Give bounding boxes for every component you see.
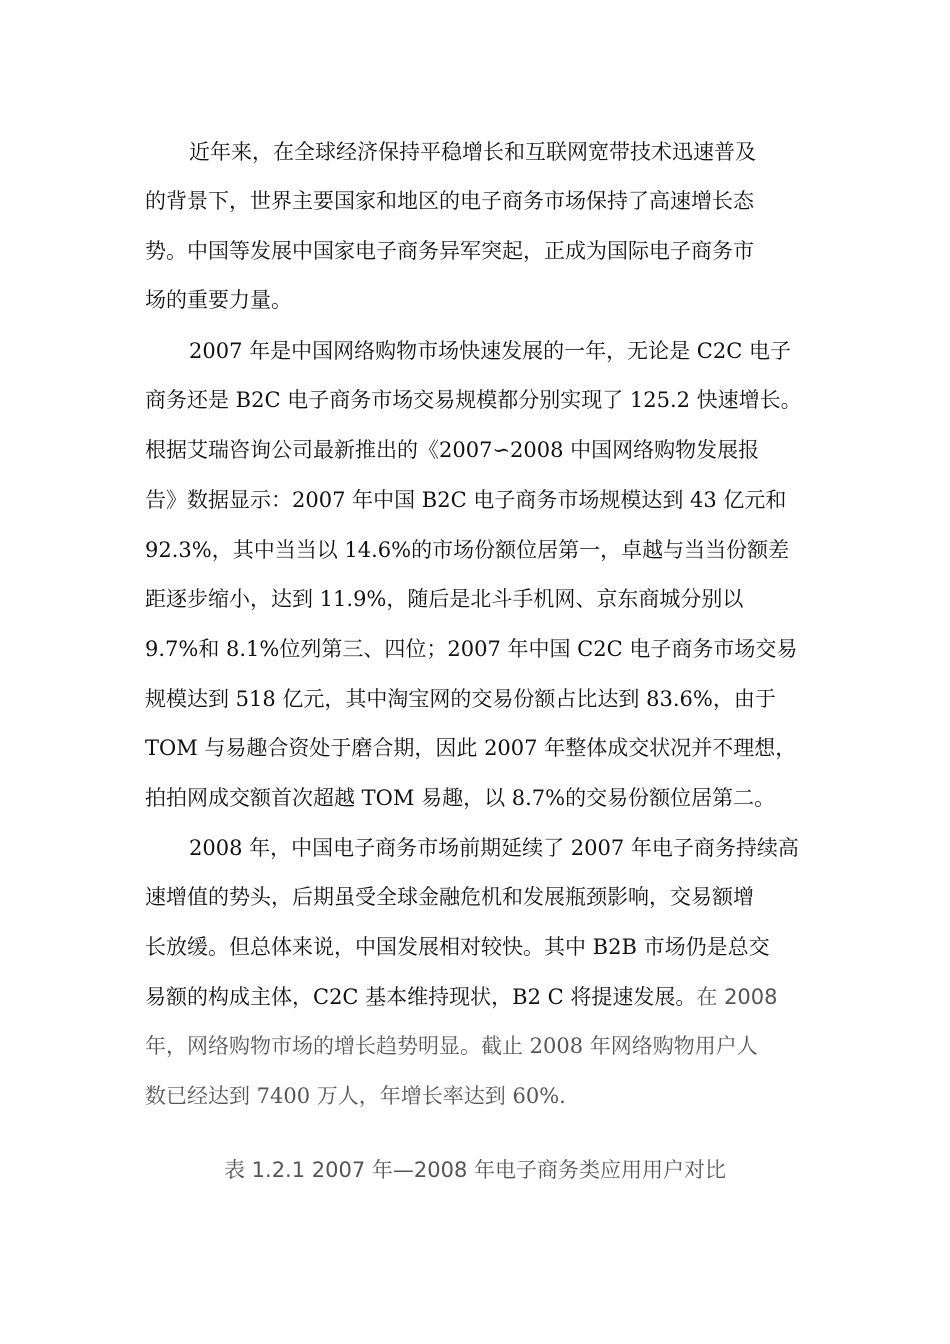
p3-line-4-grey: 在 2008 — [696, 985, 778, 1009]
p3-line-6: 数已经达到 7400 万人，年增长率达到 60%. — [145, 1084, 566, 1108]
p3-line-4-black: 易额的构成主体，C2C 基本维持现状，B2 C 将提速发展。 — [145, 985, 697, 1009]
p2-line-10: 拍拍网成交额首次超越 TOM 易趣，以 8.7%的交易份额位居第二。 — [145, 786, 776, 810]
p3-line-5: 年，网络购物市场的增长趋势明显。截止 2008 年网络购物用户人 — [145, 1034, 758, 1058]
p3-line-1: 2008 年，中国电子商务市场前期延续了 2007 年电子商务持续高 — [189, 836, 799, 860]
p2-line-8: 规模达到 518 亿元，其中淘宝网的交易份额占比达到 83.6%，由于 — [145, 687, 776, 711]
p2-line-7: 9.7%和 8.1%位列第三、四位；2007 年中国 C2C 电子商务市场交易 — [145, 637, 798, 661]
p1-line-4: 场的重要力量。 — [145, 288, 292, 312]
p1-line-3: 势。中国等发展中国家电子商务异军突起，正成为国际电子商务市 — [145, 239, 754, 263]
p3-line-3: 长放缓。但总体来说，中国发展相对较快。其中 B2B 市场仍是总交 — [145, 935, 770, 959]
p2-line-3: 根据艾瑞咨询公司最新推出的《2007∽2008 中国网络购物发展报 — [145, 438, 760, 462]
p2-line-9: TOM 与易趣合资处于磨合期，因此 2007 年整体成交状况并不理想， — [145, 736, 797, 760]
p1-line-2: 的背景下，世界主要国家和地区的电子商务市场保持了高速增长态 — [145, 189, 754, 213]
p2-line-6: 距逐步缩小，达到 11.9%，随后是北斗手机网、京东商城分别以 — [145, 587, 744, 611]
p1-line-1: 近年来，在全球经济保持平稳增长和互联网宽带技术迅速普及 — [189, 140, 756, 164]
table-caption: 表 1.2.1 2007 年—2008 年电子商务类应用用户对比 — [223, 1158, 727, 1182]
p2-line-2: 商务还是 B2C 电子商务市场交易规模都分别实现了 125.2 快速增长。 — [145, 388, 802, 412]
p2-line-4: 告》数据显示：2007 年中国 B2C 电子商务市场规模达到 43 亿元和 — [145, 488, 787, 512]
p2-line-1: 2007 年是中国网络购物市场快速发展的一年，无论是 C2C 电子 — [189, 339, 791, 363]
p3-line-2: 速增值的势头，后期虽受全球金融危机和发展瓶颈影响，交易额增 — [145, 885, 754, 909]
p3-line-4 — [145, 982, 778, 1012]
p2-line-5: 92.3%，其中当当以 14.6%的市场份额位居第一，卓越与当当份额差 — [145, 538, 790, 562]
